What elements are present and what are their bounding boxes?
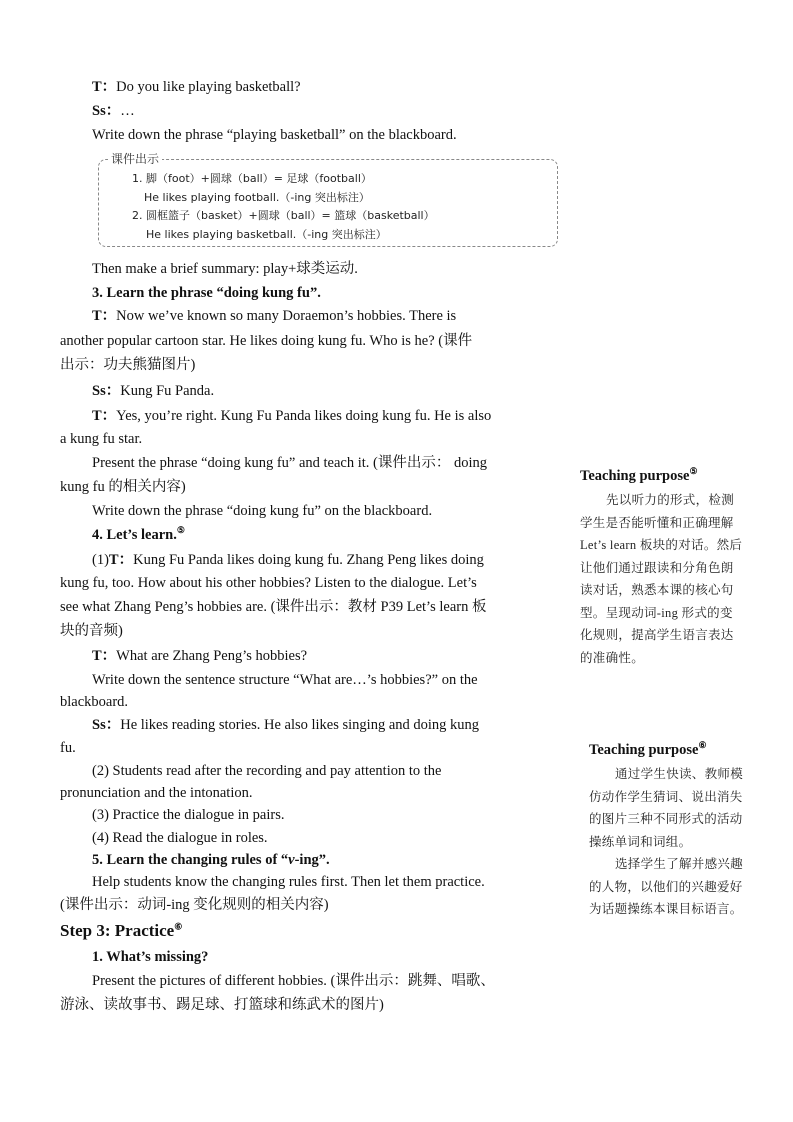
section-heading: 3. Learn the phrase “doing kung fu”. — [92, 285, 321, 301]
section-heading: 1. What’s missing? — [92, 949, 209, 965]
courseware-item: 1. 脚（foot）+圆球（ball）= 足球（football） — [132, 172, 372, 185]
body-line: kung fu 的相关内容) — [60, 479, 186, 495]
body-line: another popular cartoon star. He likes doing kung fu. Who is he? (课件 — [60, 333, 473, 349]
dialogue-line: Ss：He likes reading stories. He also likes singing and doing kung — [92, 717, 480, 733]
dialogue-line: T：Now we’ve known so many Doraemon’s hobbies. There is — [92, 308, 457, 324]
body-line: (3) Practice the dialogue in pairs. — [92, 807, 285, 823]
body-line: pronunciation and the intonation. — [60, 785, 253, 801]
teaching-purpose-title: Teaching purpose⑥ — [589, 740, 707, 758]
body-line: 出示：功夫熊猫图片) — [60, 357, 196, 373]
dialogue-line: T：What are Zhang Peng’s hobbies? — [92, 648, 308, 664]
body-line: (4) Read the dialogue in roles. — [92, 830, 268, 846]
body-line: see what Zhang Peng’s hobbies are. (课件出示：教材 P39 Let’s learn 板 — [60, 599, 487, 615]
body-line: Present the phrase “doing kung fu” and teach it. (课件出示： doing — [92, 455, 488, 471]
dialogue-line: (1)T：Kung Fu Panda likes doing kung fu. Zhang Peng likes doing — [92, 552, 484, 568]
dialogue-line: Ss：Kung Fu Panda. — [92, 383, 215, 399]
body-line: 游泳、读故事书、踢足球、打篮球和练武术的图片) — [60, 997, 384, 1013]
dialogue-line: Ss：… — [92, 103, 135, 119]
body-line: a kung fu star. — [60, 431, 143, 447]
body-line: blackboard. — [60, 694, 129, 710]
dialogue-line: T：Do you like playing basketball? — [92, 79, 301, 95]
instruction-line: Write down the phrase “playing basketball” on the blackboard. — [92, 127, 457, 143]
courseware-label: 课件出示 — [108, 150, 162, 167]
body-line: kung fu, too. How about his other hobbies? Listen to the dialogue. Let’s — [60, 575, 477, 591]
body-line: Help students know the changing rules first. Then let them practice. — [92, 874, 485, 890]
body-line: 块的音频) — [60, 623, 123, 639]
summary-line: Then make a brief summary: play+球类运动. — [92, 261, 358, 277]
courseware-item: 2. 圆框篮子（basket）+圆球（ball）= 篮球（basketball） — [132, 209, 435, 222]
body-line: (课件出示：动词-ing 变化规则的相关内容) — [60, 897, 329, 913]
courseware-item: He likes playing football.（-ing 突出标注） — [144, 191, 370, 204]
section-heading: 4. Let’s learn.⑤ — [92, 525, 185, 543]
body-line: fu. — [60, 740, 76, 756]
courseware-item: He likes playing basketball.（-ing 突出标注） — [146, 228, 387, 241]
instruction-line: Write down the phrase “doing kung fu” on the blackboard. — [92, 503, 433, 519]
teaching-purpose-note: 先以听力的形式，检测 学生是否能听懂和正确理解 Let’s learn 板块的对话。然后 让他们通过跟读和分角色朗 读对话，熟悉本课的核心句 型。呈现动词-ing 形式的变 化规则，提高学生语言表达 的准确性。 — [580, 493, 743, 665]
step-heading: Step 3: Practice⑥ — [60, 921, 183, 940]
teaching-purpose-title: Teaching purpose⑤ — [580, 466, 698, 484]
dialogue-line: T：Yes, you’re right. Kung Fu Panda likes doing kung fu. He is also — [92, 408, 492, 424]
teaching-purpose-note: 通过学生快读、教师模 仿动作学生猜词、说出消失 的图片三种不同形式的活动 操练单词和词组。 选择学生了解并感兴趣 的人物，以他们的兴趣爱好 为话题操练本课目标语言。 — [589, 767, 744, 916]
body-line: (2) Students read after the recording and pay attention to the — [92, 763, 442, 779]
body-line: Present the pictures of different hobbies. (课件出示：跳舞、唱歌、 — [92, 973, 495, 989]
section-heading: 5. Learn the changing rules of “v-ing”. — [92, 852, 330, 868]
instruction-line: Write down the sentence structure “What are…’s hobbies?” on the — [92, 672, 478, 688]
